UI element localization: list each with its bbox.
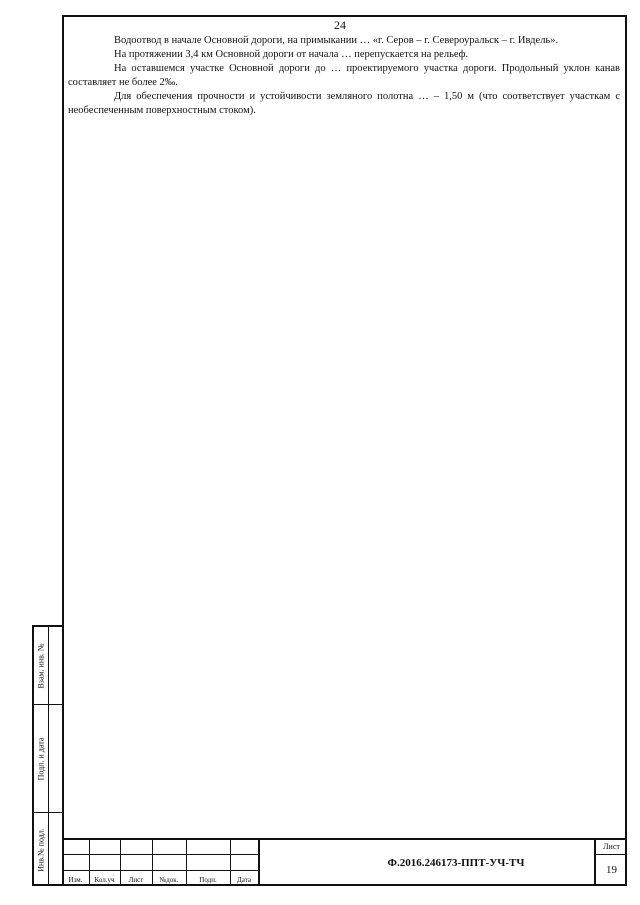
paragraph: На протяжении 3,4 км Основной дороги от начала … перепускается на рельеф.: [114, 48, 469, 60]
side-label: Инв.№ подл.: [36, 827, 46, 872]
side-cell-inventory: [34, 813, 63, 886]
side-label: Подп. и дата: [36, 737, 46, 780]
column-header: Дата: [237, 876, 251, 884]
revision-table: [62, 840, 258, 886]
column-header: Изм.: [68, 876, 83, 884]
side-approval-strip: [32, 625, 63, 886]
document-body: [68, 34, 620, 117]
paragraph: Для обеспечения прочности и устойчивости земляного полотна … – 1,50 м (что соответствует участкам с необеспеченным поверхностным стоком).: [68, 90, 620, 116]
page-frame: [62, 15, 627, 886]
paragraph: Водоотвод в начале Основной дороги, на примыкании … «г. Серов – г. Североуральск – г. Ивдель».: [114, 35, 559, 46]
paragraph: На оставшемся участке Основной дороги до … проектируемого участка дороги. Продольный уклон канав составляет не более 2‰.: [68, 62, 620, 88]
page-number: 24: [334, 18, 346, 32]
side-cell-replacement: [34, 627, 63, 705]
column-header: Подп.: [199, 876, 217, 884]
column-header: Кол.уч: [94, 876, 115, 884]
side-label: Взам. инв. №: [36, 642, 46, 689]
sheet-number: 19: [606, 864, 617, 876]
title-block: [62, 838, 627, 886]
column-header: №док.: [159, 876, 179, 884]
sheet-box: [594, 840, 627, 886]
side-cell-signature: [34, 705, 63, 813]
column-header: Лист: [128, 876, 144, 884]
document-code: Ф.2016.246173-ППТ-УЧ-ТЧ: [258, 840, 640, 886]
sheet-label: Лист: [596, 840, 627, 855]
